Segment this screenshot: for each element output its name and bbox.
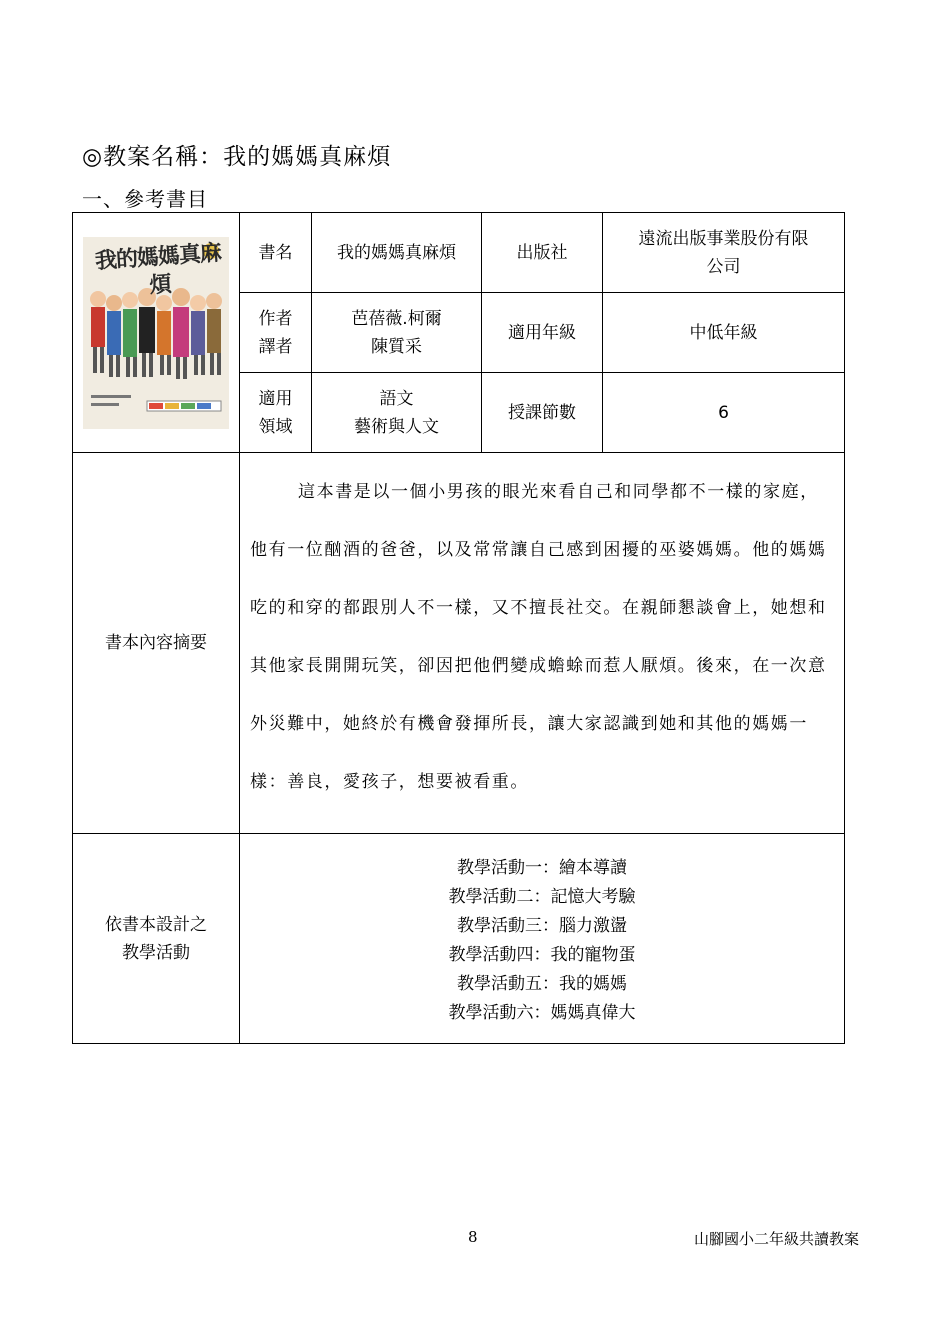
activity-item: 教學活動五：我的媽媽 xyxy=(457,973,627,994)
publisher-value xyxy=(603,213,845,293)
book-cover-image xyxy=(83,237,229,429)
lesson-title: ◎教案名稱：我的媽媽真麻煩 xyxy=(82,144,392,170)
domain-label xyxy=(240,373,312,453)
domain-value xyxy=(312,373,482,453)
domain-value-line1: 語文 xyxy=(379,388,414,409)
summary-text: 這本書是以一個小男孩的眼光來看自己和同學都不一樣的家庭，他有一位酗酒的爸爸，以及常常讓自己感到困擾的巫婆媽媽。他的媽媽吃的和穿的都跟別人不一樣，又不擅長社交。在親師懇談會上，她想和其他家長開開玩笑，卻因把他們變成蟾蜍而惹人厭煩。後來，在一次意外災難中，她終於有機會發揮所長，讓大家認識到她和其他的媽媽一樣：善良，愛孩子，想要被看重。 xyxy=(250,482,827,792)
footer-text: 山腳國小二年級共讀教案 xyxy=(694,1230,860,1248)
page-number: 8 xyxy=(468,1228,478,1246)
activity-item: 教學活動三：腦力激盪 xyxy=(457,915,627,936)
cover-title-text: 我的媽媽真麻煩 xyxy=(94,239,222,299)
activities-label-line2: 教學活動 xyxy=(122,942,190,963)
sessions-label: 授課節數 xyxy=(482,373,603,453)
publisher-value-line2: 公司 xyxy=(706,256,741,277)
grade-value: 中低年級 xyxy=(603,293,845,373)
domain-value-line2: 藝術與人文 xyxy=(354,416,439,437)
activities-label-line1: 依書本設計之 xyxy=(105,914,207,935)
summary-label: 書本內容摘要 xyxy=(73,453,240,834)
activity-item: 教學活動二：記憶大考驗 xyxy=(448,886,636,907)
author-name: 芭蓓薇.柯爾 xyxy=(351,308,442,329)
book-info-table xyxy=(72,212,845,1044)
book-name-label: 書名 xyxy=(240,213,312,293)
domain-label-line2: 領域 xyxy=(258,416,293,437)
grade-label: 適用年級 xyxy=(482,293,603,373)
publisher-label: 出版社 xyxy=(482,213,603,293)
summary-cell xyxy=(240,453,845,834)
author-label xyxy=(240,293,312,373)
section-heading: 一、參考書目 xyxy=(82,187,208,211)
author-label-line1: 作者 xyxy=(258,308,293,329)
activity-item: 教學活動四：我的寵物蛋 xyxy=(448,944,636,965)
activity-item: 教學活動一：繪本導讀 xyxy=(457,857,627,878)
book-cover-cell xyxy=(73,213,240,453)
activities-label xyxy=(73,834,240,1044)
author-value xyxy=(312,293,482,373)
activities-list xyxy=(240,834,845,1044)
activity-item: 教學活動六：媽媽真偉大 xyxy=(448,1002,636,1023)
book-name-value: 我的媽媽真麻煩 xyxy=(312,213,482,293)
sessions-value: 6 xyxy=(603,373,845,453)
translator-name: 陳質采 xyxy=(371,336,422,357)
domain-label-line1: 適用 xyxy=(258,388,293,409)
author-label-line2: 譯者 xyxy=(258,336,293,357)
publisher-value-line1: 遠流出版事業股份有限 xyxy=(638,228,809,249)
